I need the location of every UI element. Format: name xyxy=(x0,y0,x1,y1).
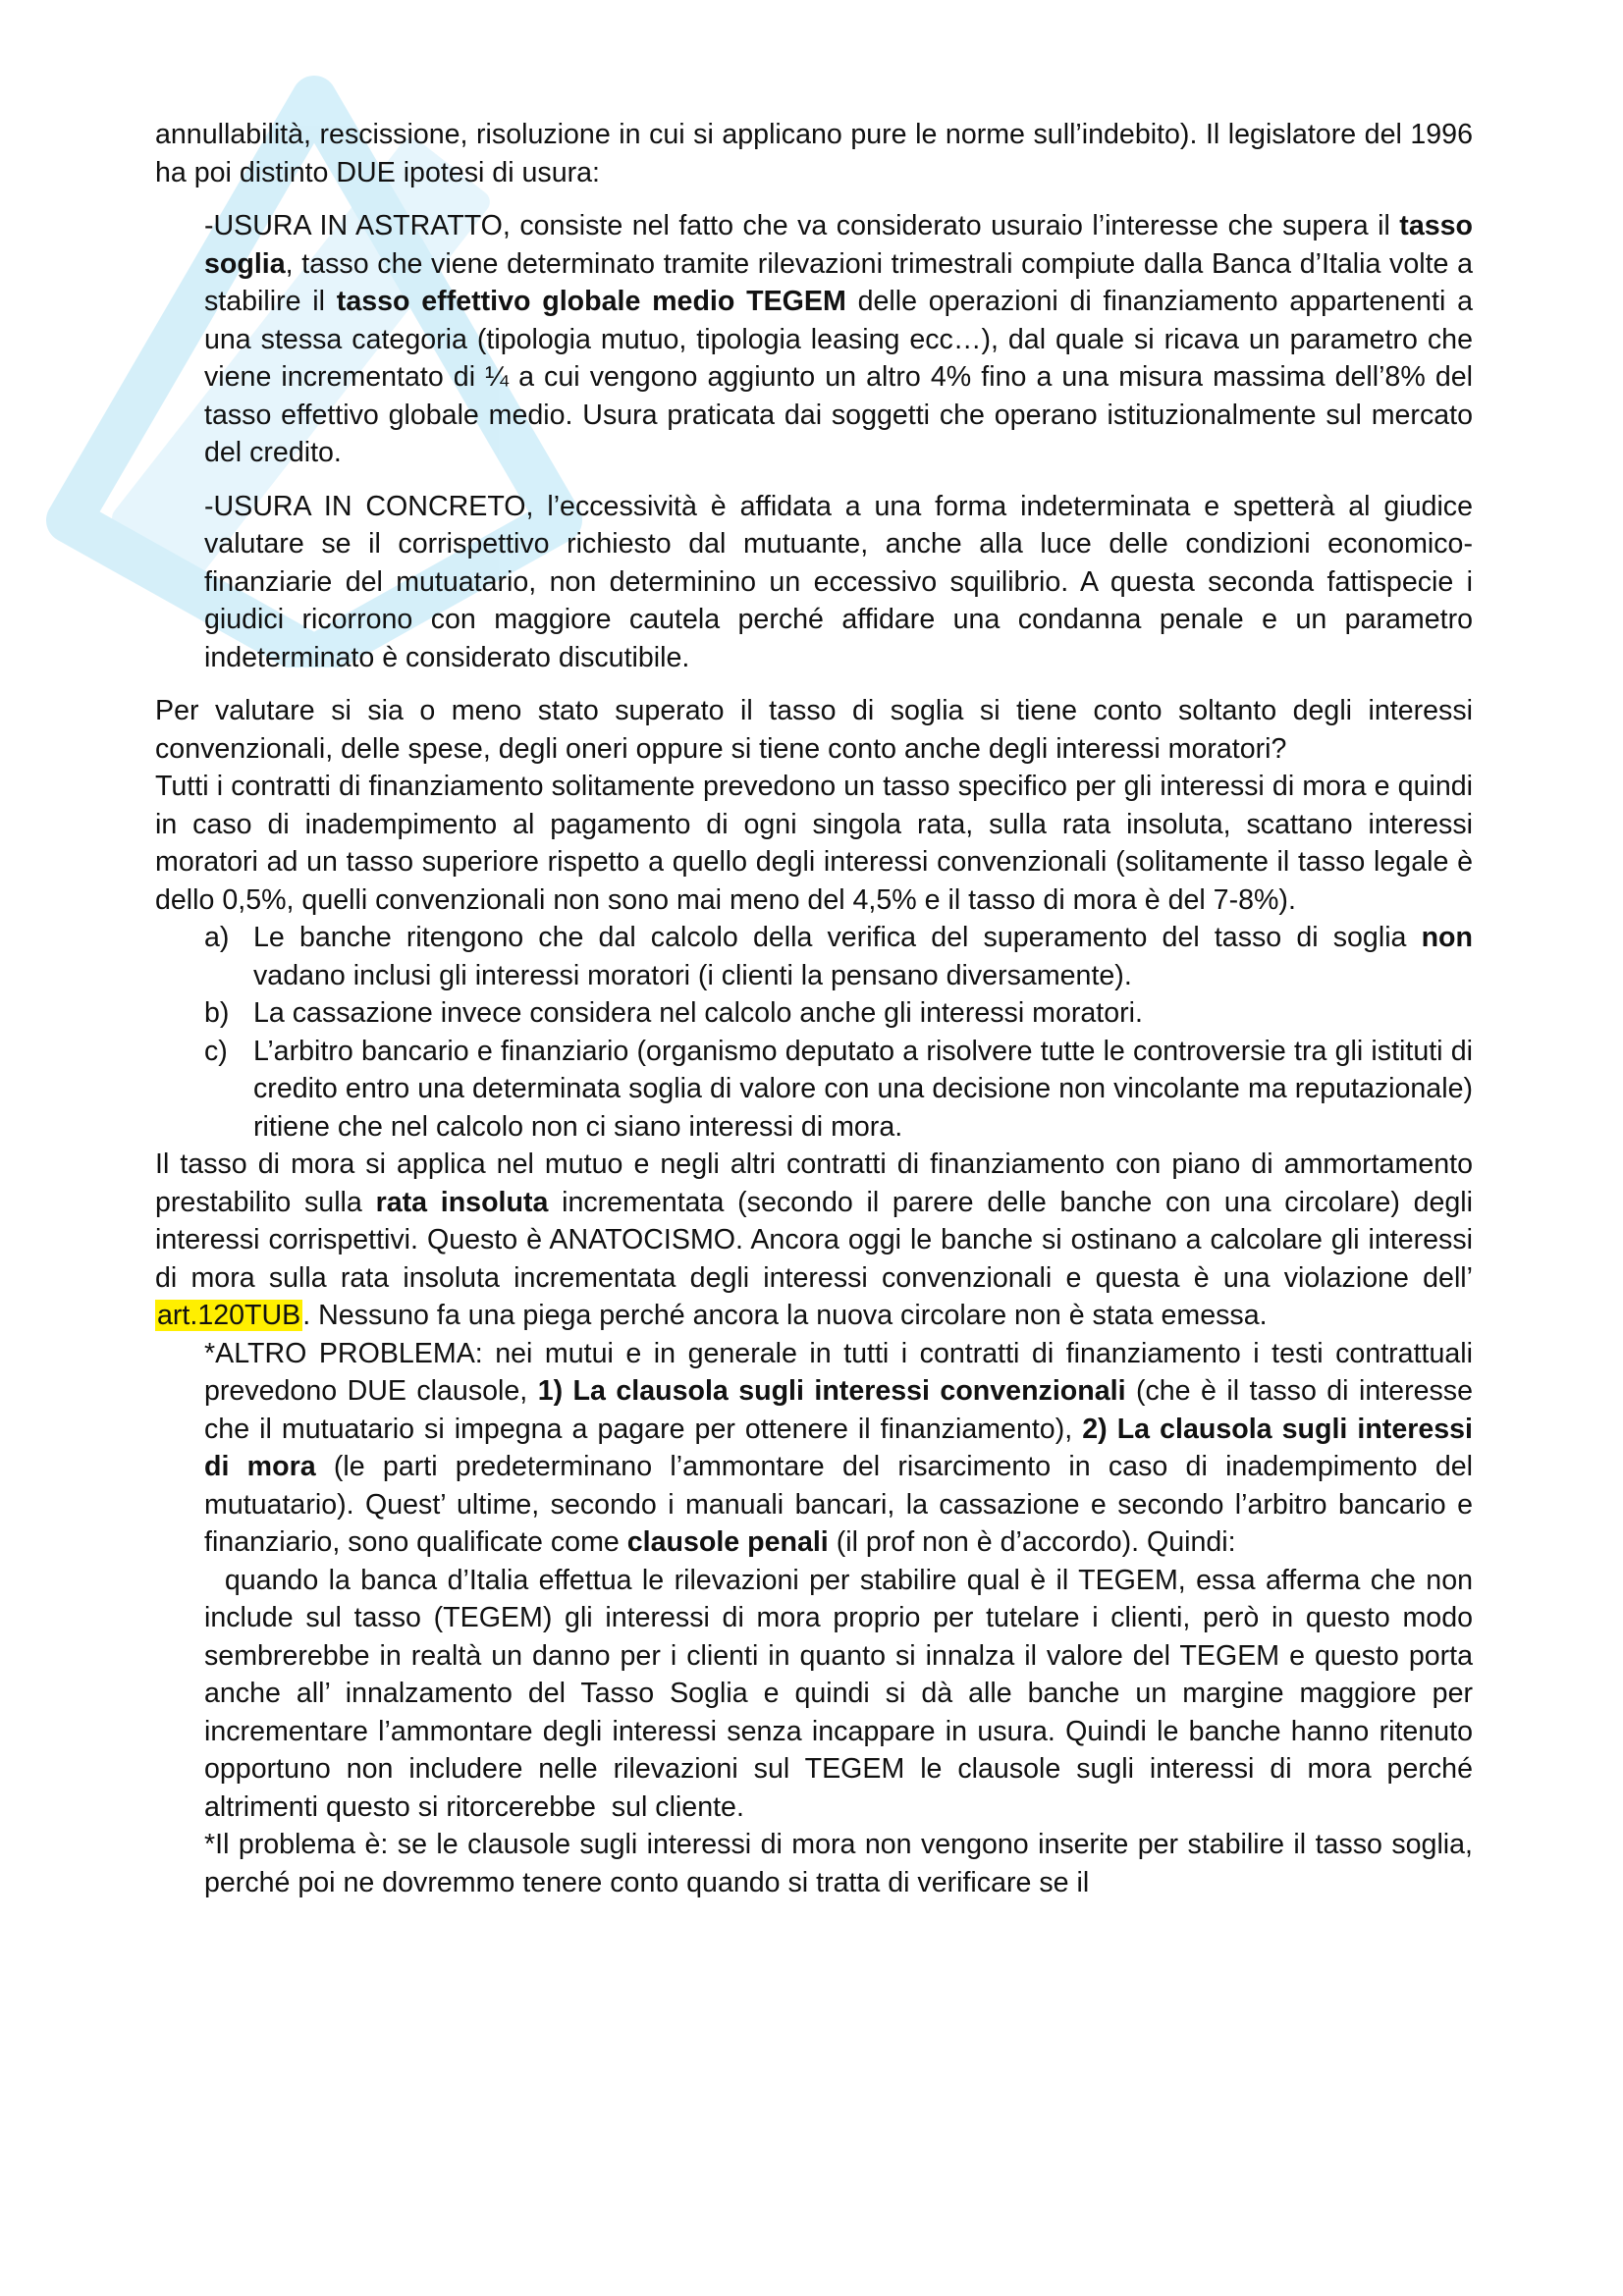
highlight-art120tub: art.120TUB xyxy=(157,1300,301,1331)
term-tegem: tasso effettivo globale medio TEGEM xyxy=(336,286,846,317)
term-tasso-soglia: tasso soglia xyxy=(204,210,1473,280)
paragraph-problema: *Il problema è: se le clausole sugli interessi di mora non vengono inserite per stabilire il tasso soglia, perché poi ne dovremmo tenere conto quando si tratta di verificare se il xyxy=(204,1829,1473,1898)
paragraph-usura-astratto: -USURA IN ASTRATTO, consiste nel fatto che va considerato usuraio l’interesse che supera il tasso soglia, tasso che viene determinato tramite rilevazioni trimestrali compiute dalla Banca d’Italia volte a stabilire il tasso effettivo globale medio TEGEM delle operazioni di finanziamento appartenenti a una stessa categoria (tipologia mutuo, tipologia leasing ecc…), dal quale si ricava un parametro che viene incrementato di ¼ a cui vengono aggiunto un altro 4% fino a una misura massima dell’8% del tasso effettivo globale medio. Usura praticata dai soggetti che operano istituzionalmente sul mercato del credito. xyxy=(204,210,1473,468)
paragraph-altro-problema: *ALTRO PROBLEMA: nei mutui e in generale in tutti i contratti di finanziamento i testi contrattuali prevedono DUE clausole, 1) La clausola sugli interessi convenzionali (che è il tasso di interesse che il mutuatario si impegna a pagare per ottenere il finanziamento), 2) La clausola sugli interessi di mora (le parti predeterminano l’ammontare del risarcimento in caso di inadempimento del mutuatario). Quest’ ultime, secondo i manuali bancari, la cassazione e secondo l’arbitro bancario e finanziario, sono qualificate come clausole penali (il prof non è d’accordo). Quindi: xyxy=(204,1337,1473,1558)
list-item: c) L’arbitro bancario e finanziario (organismo deputato a risolvere tutte le controversie tra gli istituti di credito entro una determinata soglia di valore con una decisione non vincolante ma reputazionale) ritiene che nel calcolo non ci siano interessi di mora. xyxy=(204,1035,1473,1143)
paragraph-question: Per valutare si sia o meno stato superato il tasso di soglia si tiene conto soltanto degli interessi convenzionali, delle spese, degli oneri oppure si tiene conto anche degli interessi moratori? xyxy=(155,695,1473,765)
document-page xyxy=(155,116,1551,1901)
list-item: a) Le banche ritengono che dal calcolo della verifica del superamento del tasso di soglia non vadano inclusi gli interessi moratori (i clienti la pensano diversamente). xyxy=(204,922,1551,991)
list-item: b) La cassazione invece considera nel calcolo anche gli interessi moratori. xyxy=(204,997,1143,1029)
paragraph-usura-concreto: -USURA IN CONCRETO, l’eccessività è affidata a una forma indeterminata e spetterà al giudice valutare se il corrispettivo richiesto dal mutuante, anche alla luce delle condizioni economico-finanziarie del mutuatario, non determinino un eccessivo squilibrio. A questa seconda fattispecie i giudici ricorrono con maggiore cautela perché affidare una condanna penale e un parametro indeterminato è considerato discutibile. xyxy=(204,490,1473,673)
paragraph-intro: annullabilità, rescissione, risoluzione in cui si applicano pure le norme sull’indebito). Il legislatore del 1996 ha poi distinto DUE ipotesi di usura: xyxy=(155,119,1473,188)
paragraph-tasso-mora: Il tasso di mora si applica nel mutuo e negli altri contratti di finanziamento con piano di ammortamento prestabilito sulla rata insoluta incrementata (secondo il parere delle banche con una circolare) degli interessi corrispettivi. Questo è ANATOCISMO. Ancora oggi le banche si ostinano a calcolare gli interessi di mora sulla rata insoluta incrementata degli interessi convenzionali e questa è una violazione dell’ art.120TUB. Nessuno fa una piega perché ancora la nuova circolare non è stata emessa. xyxy=(155,1148,1473,1331)
opinions-list xyxy=(155,919,1551,1146)
paragraph-contratti: Tutti i contratti di finanziamento solitamente prevedono un tasso specifico per gli interessi di mora e quindi in caso di inadempimento al pagamento di ogni singola rata, sulla rata insoluta, scattano interessi moratori ad un tasso superiore rispetto a quello degli interessi convenzionali (solitamente il tasso legale è dello 0,5%, quelli convenzionali non sono mai meno del 4,5% e il tasso di mora è del 7-8%). xyxy=(155,771,1473,916)
paragraph-quando: quando la banca d’Italia effettua le rilevazioni per stabilire qual è il TEGEM, essa afferma che non include sul tasso (TEGEM) gli interessi di mora proprio per tutelare i clienti, però in questo modo sembrerebbe in realtà un danno per i clienti in quanto si innalza il valore del TEGEM e questo porta anche all’ innalzamento del Tasso Soglia e quindi si dà alle banche un margine maggiore per incrementare l’ammontare degli interessi senza incappare in usura. Quindi le banche hanno ritenuto opportuno non includere nelle rilevazioni sul TEGEM le clausole sugli interessi di mora perché altrimenti questo si ritorcerebbe sul cliente. xyxy=(204,1564,1481,1823)
term-rata-insoluta: rata insoluta xyxy=(375,1186,549,1218)
